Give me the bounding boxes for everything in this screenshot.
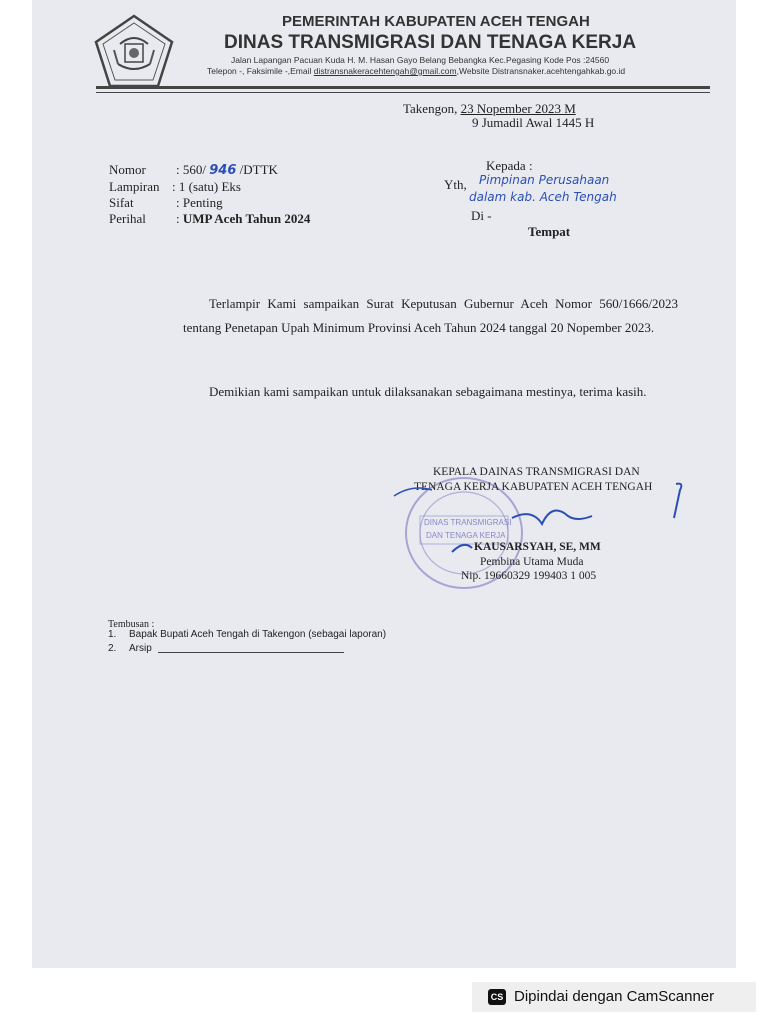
email-link[interactable]: distransnakeracehtengah@gmail.com (313, 66, 457, 76)
camscanner-logo-icon: CS (488, 989, 506, 1005)
body-paragraph-2: Demikian kami sampaikan untuk dilaksanakan sebagaimana mestinya, terima kasih. (209, 384, 647, 399)
tembusan-item (108, 629, 386, 640)
date-hijri: 9 Jumadil Awal 1445 H (472, 115, 595, 130)
perihal-label: Perihal (109, 211, 146, 226)
nomor-value (176, 162, 278, 178)
camscanner-badge (472, 982, 756, 1012)
signature-scribble-icon (392, 478, 692, 568)
kepada-label: Kepada : (486, 158, 533, 173)
perihal-subject: UMP Aceh Tahun 2024 (182, 211, 311, 226)
regency-emblem-icon (94, 14, 174, 88)
signatory-name: KAUSARSYAH, SE, MM (474, 541, 601, 553)
header-rule-thin (96, 92, 710, 93)
tembusan-number: 2. (108, 643, 117, 654)
tembusan-label: Tembusan : (108, 619, 155, 630)
recipient-handwritten-2: dalam kab. Aceh Tengah (469, 190, 617, 204)
signatory-rank: Pembina Utama Muda (480, 556, 584, 568)
signatory-title-2: TENAGA KERJA KABUPATEN ACEH TENGAH (414, 481, 653, 493)
di-label: Di - (471, 208, 492, 223)
header-rule-thick (96, 86, 710, 89)
letterhead-address: Jalan Lapangan Pacuan Kuda H. M. Hasan Gayo Belang Bebangka Kec.Pegasing Kode Pos :24560 (231, 55, 610, 65)
tembusan-item (108, 643, 152, 654)
lampiran-label: Lampiran (109, 179, 160, 194)
date-gregorian: 23 Nopember 2023 M (460, 101, 576, 116)
signatory-nip: Nip. 19660329 199403 1 005 (461, 570, 597, 582)
tembusan-number: 1. (108, 629, 117, 640)
website-text: ,Website Distransnaker.acehtengahkab.go.id (456, 66, 626, 76)
date-place: Takengon, (403, 101, 461, 116)
lampiran-value: : 1 (satu) Eks (172, 179, 241, 194)
arsip-underline (158, 652, 344, 653)
camscanner-text: Dipindai dengan CamScanner (514, 988, 715, 1005)
sifat-label: Sifat (109, 195, 134, 210)
nomor-handwritten: 946 (209, 163, 237, 178)
stamp-text-2: DAN TENAGA KERJA (426, 531, 506, 540)
recipient-handwritten-1: Pimpinan Perusahaan (479, 173, 610, 187)
contact-prefix: Telepon -, Faksimile -,Email (207, 66, 314, 76)
perihal-value (176, 211, 310, 227)
tembusan-text: Arsip (129, 643, 152, 654)
signatory-title-1: KEPALA DAINAS TRANSMIGRASI DAN (433, 466, 640, 478)
body-paragraph-1: Terlampir Kami sampaikan Surat Keputusan Gubernur Aceh Nomor 560/1666/2023 tentang Penetapan Upah Minimum Provinsi Aceh Tahun 2024 tanggal 20 Nopember 2023. (183, 296, 678, 335)
letterhead-agency: DINAS TRANSMIGRASI DAN TENAGA KERJA (224, 32, 637, 53)
tembusan-text: Bapak Bupati Aceh Tengah di Takengon (sebagai laporan) (129, 629, 387, 640)
nomor-suffix: /DTTK (236, 162, 278, 177)
yth-label: Yth, (444, 177, 467, 192)
nomor-label: Nomor (109, 162, 146, 177)
letterhead-contact (207, 66, 625, 76)
nomor-prefix: : 560/ (176, 162, 210, 177)
sifat-value: : Penting (176, 195, 223, 210)
stamp-text-1: DINAS TRANSMIGRASI (424, 518, 512, 527)
perihal-colon: : (176, 211, 183, 226)
tempat-label: Tempat (528, 224, 571, 239)
letterhead-government: PEMERINTAH KABUPATEN ACEH TENGAH (282, 13, 590, 30)
